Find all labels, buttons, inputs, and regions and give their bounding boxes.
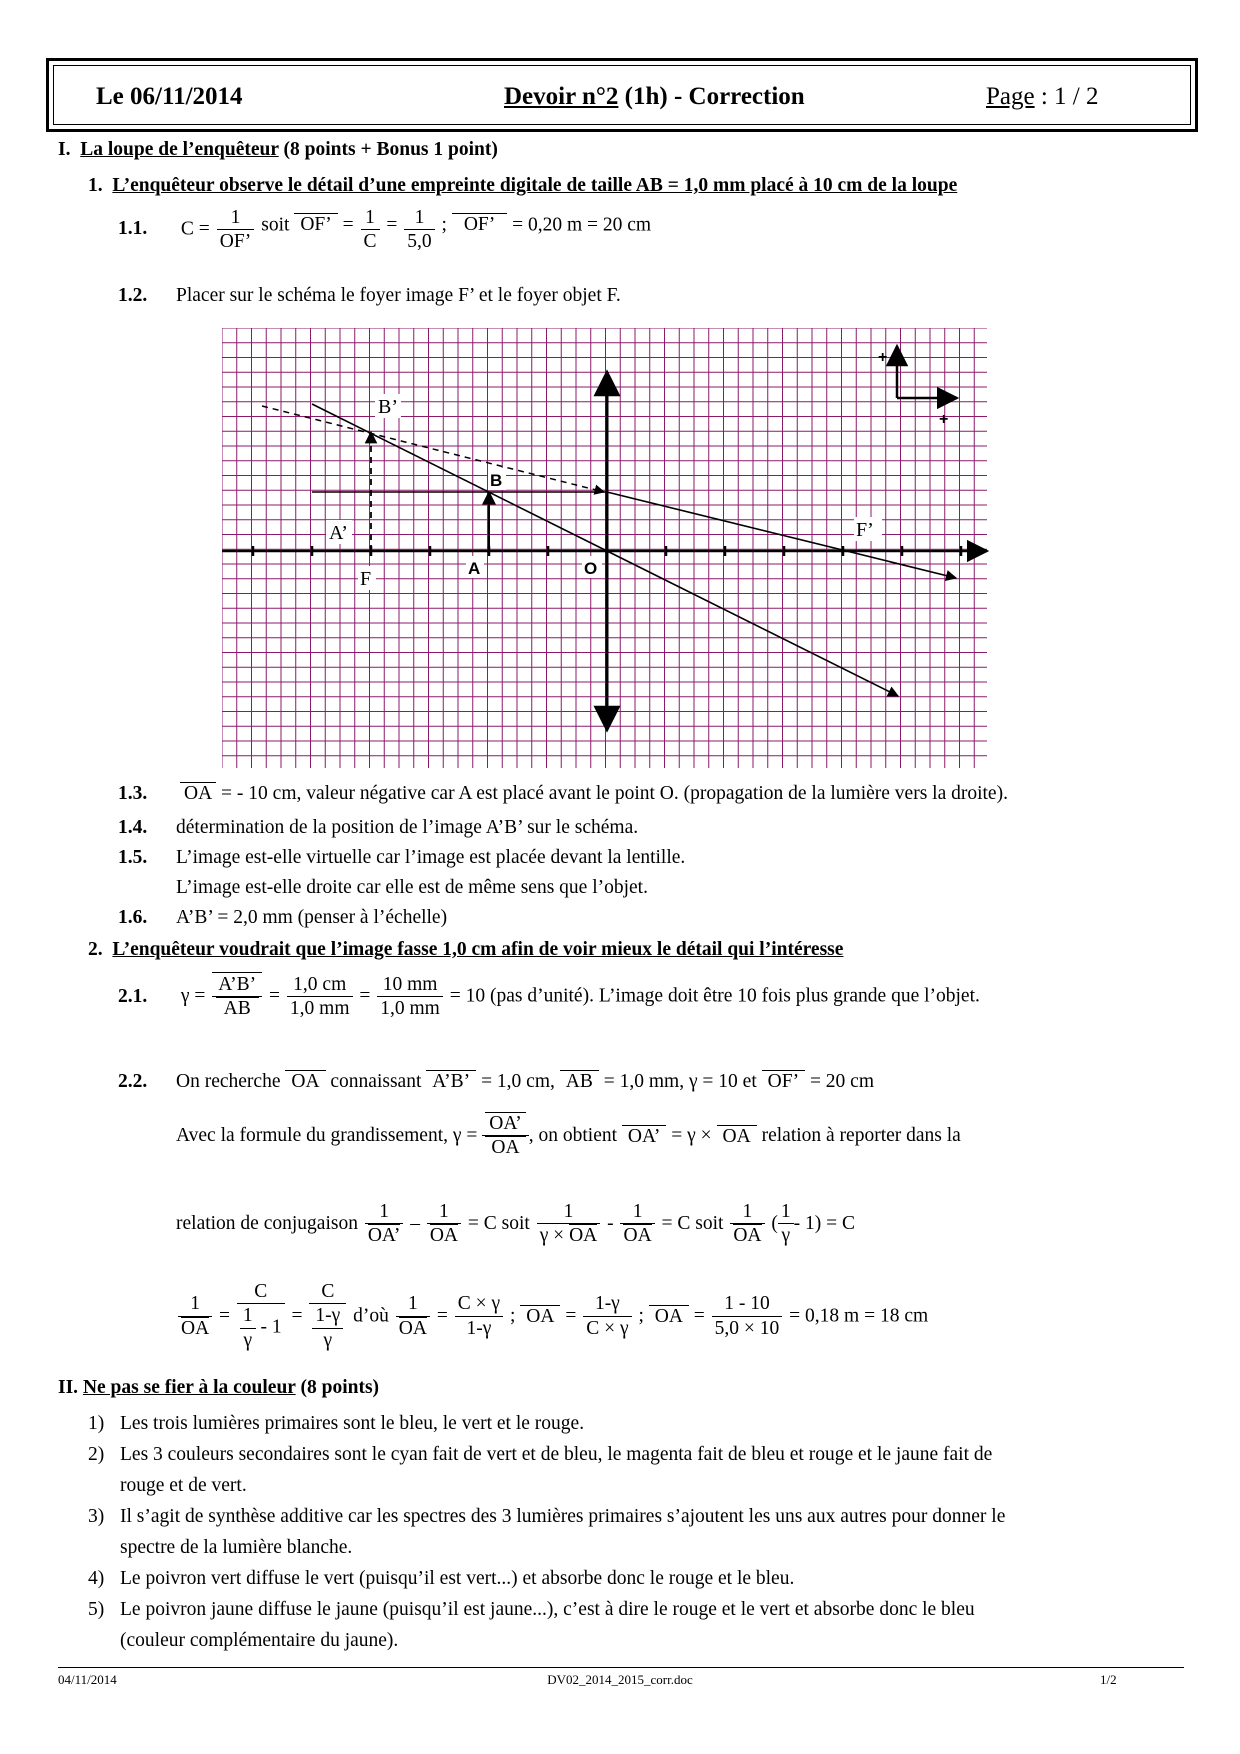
- answer-1-6-text: A’B’ = 2,0 mm (penser à l’échelle): [176, 907, 448, 928]
- answer-2-2-line2: Avec la formule du grandissement, γ = $\frac{OA’}{OA}$ , on obtient OA’ = γ × OA relation à reporter dans la: [176, 1113, 961, 1159]
- answer-1-2-text: Placer sur le schéma le foyer image F’ et le foyer objet F.: [176, 285, 621, 306]
- list-item-number: 5): [88, 1599, 105, 1620]
- frac-1-over-of: $\frac{1}{OF’}$: [217, 206, 255, 254]
- answer-1-4: 1.4. détermination de la position de l’image A’B’ sur le schéma.: [118, 817, 639, 838]
- apbp-vector: A’B’: [426, 1070, 476, 1092]
- part1-title: La loupe de l’enquêteur: [80, 139, 279, 160]
- q2-heading: [88, 938, 843, 961]
- oa-vector-3: OA: [717, 1125, 757, 1147]
- label-o: O: [584, 559, 598, 578]
- header-page-value: : 1 / 2: [1034, 83, 1099, 110]
- answer-1-5-line2: L’image est-elle droite car elle est de même sens que l’objet.: [176, 877, 648, 898]
- footer-date: 04/11/2014: [58, 1672, 117, 1687]
- label-aprime: A’: [329, 522, 348, 544]
- answer-1-5: 1.5. L’image est-elle virtuelle car l’image est placée devant la lentille.: [118, 847, 686, 868]
- part2-points: (8 points): [295, 1377, 380, 1398]
- list-item-text: Le poivron vert diffuse le vert (puisqu’il est vert...) et absorbe donc le rouge et le bleu.: [120, 1568, 795, 1589]
- list-item-continuation: (couleur complémentaire du jaune).: [120, 1630, 399, 1651]
- label-bprime: B’: [378, 396, 398, 418]
- header-inner-frame: [53, 65, 1191, 125]
- label-plus-x: +: [939, 411, 949, 428]
- frac-cm-over-mm: $\frac{1,0 cm}{1,0 mm}$: [287, 973, 353, 1021]
- answer-2-1: 2.1. γ = $\frac{A’B’}{AB}$ = $\frac{1,0 cm}{1,0 mm}$ = $\frac{10 mm}{1,0 mm}$ = 10 (pas d’unité). L’image doit être 10 fois plus grande que l’objet.: [118, 973, 980, 1020]
- list-item-text: Le poivron jaune diffuse le jaune (puisqu’il est jaune...), c’est à dire le rouge et le vert et absorbe donc le bleu: [120, 1599, 975, 1620]
- answer-1-2: 1.2. Placer sur le schéma le foyer image F’ et le foyer objet F.: [118, 285, 621, 306]
- of-vector-2: OF’: [452, 213, 507, 235]
- soit: soit: [261, 214, 290, 236]
- list-item: [88, 1443, 992, 1466]
- of-vector: OF’: [294, 213, 337, 235]
- header-title-suffix: (1h) - Correction: [618, 83, 805, 110]
- frac-10mm-over-mm: $\frac{10 mm}{1,0 mm}$: [377, 973, 443, 1021]
- part1-points: (8 points + Bonus 1 point): [278, 139, 498, 160]
- header-page: [986, 83, 1099, 111]
- frac-oap-over-oa: $\frac{OA’}{OA}$: [482, 1112, 529, 1160]
- oa-vector-2: OA: [285, 1070, 325, 1092]
- list-item: [88, 1598, 975, 1621]
- answer-1-6: 1.6. A’B’ = 2,0 mm (penser à l’échelle): [118, 907, 448, 928]
- c-eq: C =: [180, 218, 210, 240]
- q2-title: L’enquêteur voudrait que l’image fasse 1,0 cm afin de voir mieux le détail qui l’intéresse: [112, 939, 844, 960]
- q1-heading: [88, 174, 957, 197]
- oa-vector: OA: [180, 782, 216, 804]
- list-item-text: Il s’agit de synthèse additive car les spectres des 3 lumières primaires s’ajoutent les uns aux autres pour donner le: [120, 1506, 1006, 1527]
- footer-page: 1/2: [1100, 1672, 1117, 1687]
- part2-heading: [58, 1376, 379, 1399]
- answer-2-1-text: = 10 (pas d’unité). L’image doit être 10 fois plus grande que l’objet.: [449, 985, 980, 1007]
- of-vector-3: OF’: [762, 1070, 805, 1092]
- footer-file: DV02_2014_2015_corr.doc: [547, 1672, 693, 1687]
- q1-num: 1.: [88, 175, 103, 196]
- oap-vector: OA’: [622, 1125, 667, 1147]
- header-page-label: Page: [986, 83, 1035, 110]
- label-b: B: [490, 471, 503, 490]
- list-item: [88, 1567, 794, 1590]
- label-plus-y: +: [878, 349, 888, 366]
- list-item-text: Les trois lumières primaires sont le bleu, le vert et le rouge.: [120, 1413, 585, 1434]
- footer-rule: [58, 1667, 1184, 1668]
- header-title-prefix: Devoir n°2: [504, 83, 619, 110]
- answer-1-1-num: 1.1.: [118, 218, 148, 240]
- answer-1-5-text1: L’image est-elle virtuelle car l’image est placée devant la lentille.: [176, 847, 686, 868]
- answer-1-1: 1.1. C = $\frac{1}{OF’}$ soit OF’ = $\frac{1}{C}$ = $\frac{1}{5,0}$ ; OF’ = 0,20 m = 20 cm: [118, 207, 652, 253]
- answer-2-2-line4: $\frac{1}{OA}$ = C $\frac{1}{\gamma}$ - 1 = $\frac{C}{\frac{1-\gamma}{\gamma}}$ d’où $\frac{1}{OA}$ = $\frac{C \times \gamma}{1-\gamma}$ ; OA = $\frac{1-\gamma}{C \times \gamma}$ ; OA = $\frac{1 - 10}{5,0 \times 10}$ = 0,18 m = 18 cm: [176, 1280, 928, 1352]
- part2-title: Ne pas se fier à la couleur: [82, 1377, 296, 1398]
- part2-num: II.: [58, 1377, 79, 1398]
- answer-1-3: 1.3. OA = - 10 cm, valeur négative car A est placé avant le point O. (propagation de la lumière vers la droite).: [118, 783, 1008, 804]
- part1-heading: [58, 138, 498, 161]
- gamma-eq: γ =: [180, 985, 206, 1007]
- grid: [222, 328, 987, 768]
- answer-2-2-final: = 0,18 m = 18 cm: [789, 1305, 929, 1327]
- header-title: [504, 83, 805, 111]
- list-item-number: 2): [88, 1444, 105, 1465]
- list-item: [88, 1505, 1005, 1528]
- frac-1-over-c: $\frac{1}{C}$: [361, 206, 380, 254]
- label-f: F: [360, 568, 372, 590]
- lens-diagram: [222, 328, 990, 768]
- list-item-number: 1): [88, 1413, 105, 1434]
- list-item: [88, 1412, 584, 1435]
- answer-2-2-line3: relation de conjugaison $\frac{1}{OA’}$ – $\frac{1}{OA}$ = C soit $\frac{1}{\gamma \times OA}$ - $\frac{1}{OA}$ = C soit $\frac{1}{OA}$ ( $\frac{1}{\gamma}$ - 1) = C: [176, 1201, 856, 1247]
- frac-apbp-over-ab: $\frac{A’B’}{AB}$: [212, 972, 262, 1021]
- ab-vector: AB: [560, 1070, 599, 1092]
- header-frame: [46, 58, 1198, 132]
- frac-1-over-5: $\frac{1}{5,0}$: [404, 206, 434, 254]
- label-fprime: F’: [856, 519, 874, 541]
- part1-num: I.: [58, 139, 71, 160]
- q1-title: L’enquêteur observe le détail d’une empreinte digitale de taille AB = 1,0 mm placé à 10 cm de la loupe: [112, 175, 958, 196]
- list-item-continuation: spectre de la lumière blanche.: [120, 1537, 353, 1558]
- list-item-continuation: rouge et de vert.: [120, 1475, 247, 1496]
- label-a: A: [468, 559, 481, 578]
- list-item-number: 3): [88, 1506, 105, 1527]
- answer-1-3-text: = - 10 cm, valeur négative car A est placé avant le point O. (propagation de la lumière vers la droite).: [221, 783, 1008, 804]
- list-item-number: 4): [88, 1568, 105, 1589]
- answer-1-4-text: détermination de la position de l’image A’B’ sur le schéma.: [176, 817, 639, 838]
- ray-virtual-extension: [262, 406, 604, 492]
- header-date: Le 06/11/2014: [96, 83, 243, 110]
- answer-1-1-result: = 0,20 m = 20 cm: [512, 214, 652, 236]
- answer-2-2-line1: 2.2. On recherche OA connaissant A’B’ = 1,0 cm, AB = 1,0 mm, γ = 10 et OF’ = 20 cm: [118, 1071, 875, 1092]
- q2-num: 2.: [88, 939, 103, 960]
- list-item-text: Les 3 couleurs secondaires sont le cyan fait de vert et de bleu, le magenta fait de bleu et rouge et le jaune fait de: [120, 1444, 993, 1465]
